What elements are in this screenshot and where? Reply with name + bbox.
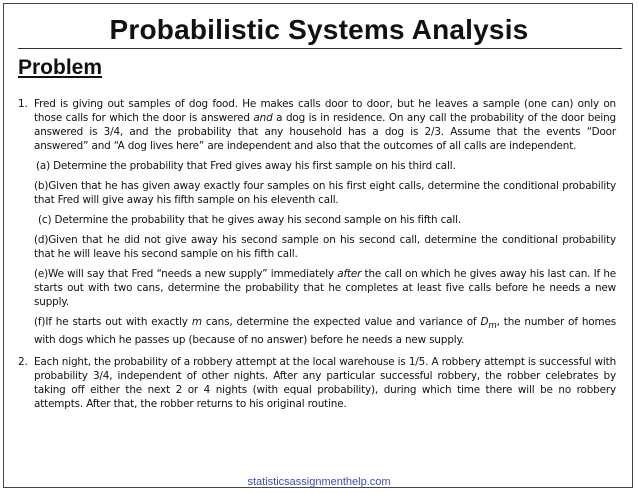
section-heading: Problem: [18, 56, 103, 79]
part-c: (c) Determine the probability that he gives away his second sample on his fifth call.: [38, 214, 462, 226]
problem-2: [18, 355, 616, 411]
page-title: Probabilistic Systems Analysis: [109, 14, 529, 45]
problem-number: 2.: [18, 356, 28, 369]
footer-watermark: statisticsassignmenthelp.com: [247, 476, 391, 488]
problem-2-text: Each night, the probability of a robbery attempt at the local warehouse is 1/5. A robbery attempt is successful with probability 3/4, independent of other nights. After any particular successful robbery, the robber celebrates by taking off either the next 2 or 4 nights (with equal probability), during which time there will be no robbery attempts. After that, the robber returns to his original routine.: [34, 356, 616, 411]
problem-body: [18, 97, 616, 411]
problem-1-text: Fred is giving out samples of dog food. He makes calls door to door, but he leaves a sample (one can) only on those calls for which the door is answered and a dog is in residence. On any call the probability of the door being answered is 3/4, and the probability that any household has a dog is 2/3. Assume that the events “Door answered” and “A dog lives here” are independent and also that the outcomes of all calls are independent.: [34, 98, 616, 152]
part-b: (b)Given that he has given away exactly four samples on his first eight calls, determine the conditional probability that Fred will give away his fifth sample on his eleventh call.: [34, 180, 616, 206]
part-e: (e)We will say that Fred “needs a new supply” immediately after the call on which he gives away his last can. If he starts out with two cans, determine the probability that he completes at least five calls before he needs a new supply.: [34, 268, 616, 308]
part-f: (f)If he starts out with exactly m cans, determine the expected value and variance of $D_m$, the number of homes with dogs which he passes up (because of no answer) before he needs a new supply.: [34, 316, 616, 347]
part-d: (d)Given that he did not give away his second sample on his second call, determine the conditional probability that he will leave his second sample on his fifth call.: [34, 234, 616, 260]
part-a: (a) Determine the probability that Fred gives away his first sample on his third call.: [36, 160, 456, 172]
problem-number: 1.: [18, 98, 28, 110]
problem-1-intro: [18, 97, 616, 153]
title-underline: [18, 48, 622, 49]
